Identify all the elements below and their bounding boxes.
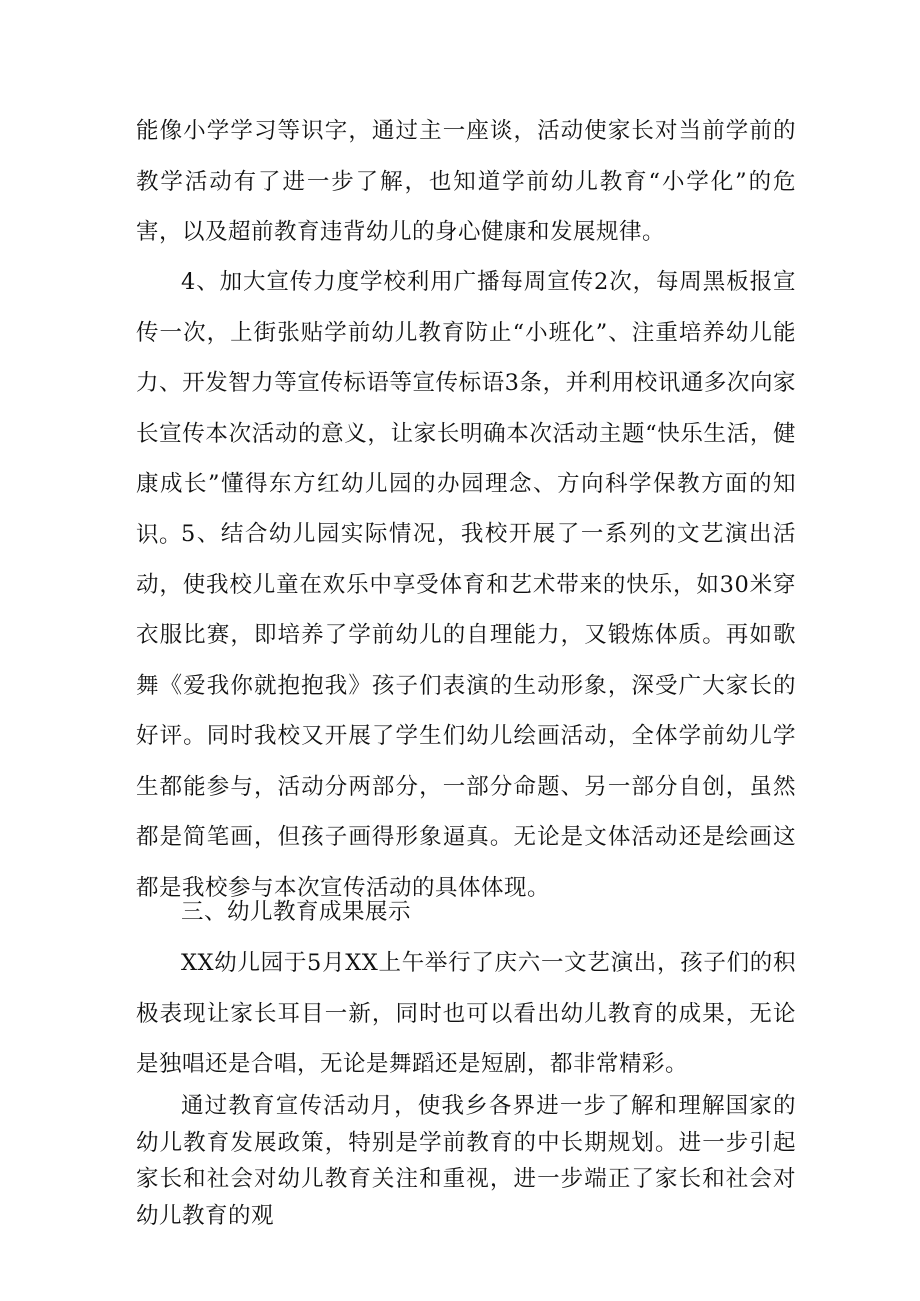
paragraph-results: XX幼儿园于5月XX上午举行了庆六一文艺演出，孩子们的积极表现让家长耳目一新，同时也可以看出幼儿教育的成果，无论是独唱还是合唱，无论是舞蹈还是短剧，都非常精彩。: [136, 950, 796, 1077]
paragraph-conclusion: 通过教育宣传活动月，使我乡各界进一步了解和理解国家的幼儿教育发展政策，特别是学前教育的中长期规划。进一步引起家长和社会对幼儿教育关注和重视，进一步端正了家长和社会对幼儿教育的观: [136, 1093, 796, 1229]
paragraph-item-4: 4、加大宣传力度学校利用广播每周宣传2次，每周黑板报宣传一次，上街张贴学前幼儿教育防止“小班化”、注重培养幼儿能力、开发智力等宣传标语等宣传标语3条，并利用校讯通多次向家长宣传本次活动的意义，让家长明确本次活动主题“快乐生活，健康成长”懂得东方红幼儿园的办园理念、方向科学保教方面的知识。: [136, 269, 796, 548]
paragraph-item-5: 5、结合幼儿园实际情况，我校开展了一系列的文艺演出活动，使我校儿童在欢乐中享受体育和艺术带来的快乐，如30米穿衣服比赛，即培养了学前幼儿的自理能力，又锻炼体质。再如歌舞《爱我你就抱抱我》孩子们表演的生动形象，深受广大家长的好评。同时我校又开展了学生们幼儿绘画活动，全体学前幼儿学生都能参与，活动分两部分，一部分命题、另一部分自创，虽然都是简笔画，但孩子画得形象逼真。无论是文体活动还是绘画这都是我校参与本次宣传活动的具体体现。: [136, 521, 796, 901]
section-heading: 三、幼儿教育成果展示: [181, 899, 412, 925]
paragraph-continuation: 能像小学学习等识字，通过主一座谈，活动使家长对当前学前的教学活动有了进一步了解，也知道学前幼儿教育“小学化”的危害，以及超前教育违背幼儿的身心健康和发展规律。: [136, 118, 796, 245]
